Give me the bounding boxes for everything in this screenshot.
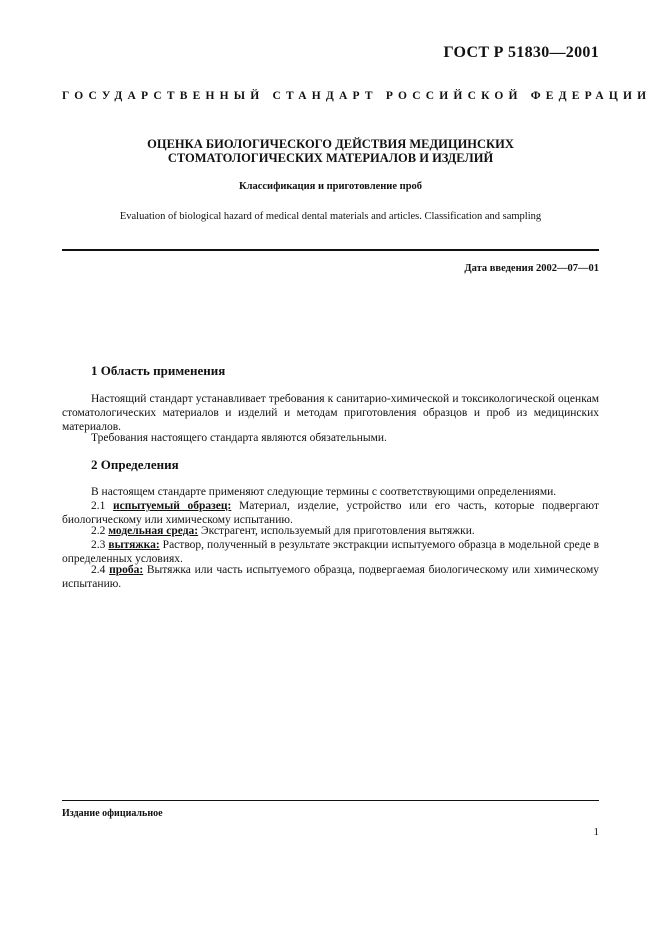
section-1-heading: 1 Область применения bbox=[91, 363, 226, 378]
title-line-2: СТОМАТОЛОГИЧЕСКИХ МАТЕРИАЛОВ И ИЗДЕЛИЙ bbox=[167, 151, 494, 165]
section-1-paragraph-1: Настоящий стандарт устанавливает требования к санитарио-химической и токсикологической оценкам стоматологических материалов и изделий и методам приготовления образцов и проб из медицинских материалов. bbox=[62, 393, 599, 433]
official-edition-label: Издание официальное bbox=[62, 808, 163, 819]
document-subtitle: Классификация и приготовление проб bbox=[238, 181, 423, 192]
definition-number: 2.2 bbox=[91, 525, 106, 537]
definition-number: 2.4 bbox=[91, 564, 106, 576]
footer-divider bbox=[62, 800, 599, 801]
definition-term: испытуемый образец: bbox=[113, 500, 232, 512]
standard-type-heading: ГОСУДАРСТВЕННЫЙ СТАНДАРТ РОССИЙСКОЙ ФЕДЕРАЦИИ bbox=[62, 90, 652, 102]
page-number: 1 bbox=[593, 826, 599, 838]
document-number: ГОСТ Р 51830—2001 bbox=[443, 44, 599, 61]
definition-item bbox=[62, 539, 599, 567]
english-title: Evaluation of biological hazard of medical dental materials and articles. Classification and sampling bbox=[119, 211, 542, 222]
definition-number: 2.3 bbox=[91, 539, 106, 551]
definition-item bbox=[62, 500, 599, 528]
document-title bbox=[62, 137, 599, 165]
definition-item bbox=[62, 564, 599, 592]
section-1-paragraph-2: Требования настоящего стандарта являются обязательными. bbox=[91, 432, 387, 444]
definition-text: Вытяжка или часть испытуемого образца, подвергаемая биологическому или химическому испытанию. bbox=[62, 564, 600, 590]
section-2-heading: 2 Определения bbox=[91, 457, 179, 472]
definition-term: вытяжка: bbox=[108, 539, 160, 551]
definition-text: Материал, изделие, устройство или его часть, которые подвергают биологическому или химическому испытанию. bbox=[62, 500, 600, 526]
title-divider bbox=[62, 249, 599, 251]
definition-text: Раствор, полученный в результате экстракции испытуемого образца в модельной среде в определенных условиях. bbox=[62, 539, 600, 565]
title-line-1: ОЦЕНКА БИОЛОГИЧЕСКОГО ДЕЙСТВИЯ МЕДИЦИНСКИХ bbox=[147, 137, 514, 151]
introduction-date: Дата введения 2002—07—01 bbox=[464, 263, 599, 274]
section-2-intro: В настоящем стандарте применяют следующие термины с соответствующими определениями. bbox=[91, 486, 557, 498]
definition-term: проба: bbox=[109, 564, 144, 576]
definition-term: модельная среда: bbox=[108, 525, 199, 537]
definition-item bbox=[62, 525, 599, 539]
definition-text: Экстрагент, используемый для приготовления вытяжки. bbox=[198, 525, 475, 537]
definition-number: 2.1 bbox=[91, 500, 106, 512]
